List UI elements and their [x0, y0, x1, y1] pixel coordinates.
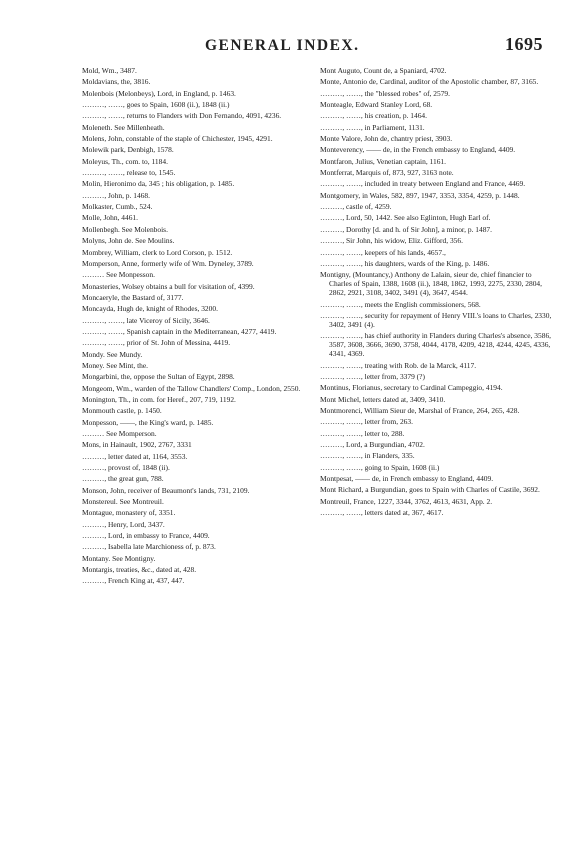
index-entry: Montany. See Montigny.	[82, 553, 156, 563]
index-entry: Montgomery, in Wales, 582, 897, 1947, 3353, 3354, 4259, p. 1448.	[320, 190, 520, 200]
index-entry: ………, ……, his creation, p. 1464.	[320, 111, 428, 121]
index-entry: ………, John, p. 1468.	[82, 190, 150, 200]
index-entry: ………, ……, release to, 1545.	[82, 168, 176, 178]
index-entry: Montferrat, Marquis of, 873, 927, 3163 note.	[320, 168, 454, 178]
page-header	[80, 34, 545, 59]
index-entry: Moldavians, the, 3816.	[82, 77, 151, 87]
index-entry: ………, provost of, 1848 (ii).	[82, 463, 170, 473]
index-entry: Monte, Antonio de, Cardinal, auditor of the Apostolic chamber, 87, 3165.	[320, 77, 539, 87]
index-entry: ………, ……, letter to, 288.	[320, 428, 405, 438]
index-entry: Molenbois (Melonbeys), Lord, in England, p. 1463.	[82, 88, 236, 98]
index-entry: Money. See Mint, the.	[82, 360, 149, 370]
index-entry: Monteverency, —— de, in the French embassy to England, 4409.	[320, 145, 516, 155]
index-entry: ………, Isabella late Marchioness of, p. 873.	[82, 542, 216, 552]
index-entry: ………, ……, treating with Rob. de la Marck, 4117.	[320, 360, 477, 370]
index-entry: ………, ……, returns to Flanders with Don Fernando, 4091, 4236.	[82, 111, 282, 121]
index-entry: ………, ……, prior of St. John of Messina, 4419.	[82, 338, 231, 348]
index-entry: ………, ……, in Parliament, 1131.	[320, 122, 425, 132]
index-entry: ……… See Momperson.	[82, 429, 157, 438]
index-entry: ………, ……, in Flanders, 335.	[320, 451, 415, 461]
index-entry: Momperson, Anne, formerly wife of Wm. Dyneley, 3789.	[82, 258, 254, 268]
index-entry: ………, ……, going to Spain, 1608 (ii.)	[320, 462, 440, 472]
index-entry: ………, ……, the "blessed robes" of, 2579.	[320, 88, 451, 98]
index-column-right	[320, 66, 552, 519]
index-entry: Molkaster, Cumb., 524.	[82, 202, 153, 212]
page-number: 1695	[505, 34, 543, 54]
index-entry: Mondy. See Mundy.	[82, 349, 143, 359]
index-entry: Montague, monastery of, 3351.	[82, 508, 176, 518]
index-entry: ………, Lord, in embassy to France, 4409.	[82, 531, 210, 541]
index-entry: Mongeom, Wm., warden of the Tallow Chandlers' Comp., London, 2550.	[82, 383, 301, 393]
index-entry: ………, letter dated at, 1164, 3553.	[82, 451, 188, 461]
index-entry: ………, ……, Spanish captain in the Mediterranean, 4277, 4419.	[82, 326, 277, 336]
index-entry: Mollenbegh. See Molenbois.	[82, 224, 168, 234]
index-entry: ……… See Monpesson.	[82, 270, 155, 280]
index-entry: Moleneth. See Millenheath.	[82, 122, 165, 132]
index-entry: Monson, John, receiver of Beaumont's lands, 731, 2109.	[82, 485, 250, 495]
index-entry: Moncayda, Hugh de, knight of Rhodes, 3200.	[82, 304, 218, 314]
index-entry: Monstereul. See Montreuil.	[82, 497, 164, 507]
index-entry: ………, ……, late Viceroy of Sicily, 3646.	[82, 315, 210, 325]
index-entry: ………, Lord, 50, 1442. See also Eglinton, Hugh Earl of.	[320, 213, 491, 223]
index-entry: ………, ……, included in treaty between England and France, 4469.	[320, 179, 526, 189]
index-entry: ………, ……, has chief authority in Flanders during Charles's absence, 3586, 3587, 3608, 3666, 3690, 3758, 4044, 4178, 4209, 4218, 4244, 4245, 4336, 4341, 4369.	[320, 331, 552, 359]
index-entry: ………, ……, keepers of his lands, 4657.,	[320, 247, 446, 257]
index-entry: Montreuil, France, 1227, 3344, 3762, 4613, 4631, App. 2.	[320, 496, 493, 506]
index-entry: Molle, John, 4461.	[82, 213, 138, 223]
page-title: GENERAL INDEX.	[205, 37, 360, 54]
index-entry: Molewik park, Denbigh, 1578.	[82, 145, 174, 155]
index-entry: Molyns, John de. See Moulins.	[82, 236, 175, 246]
index-entry: ………, Lord, a Burgundian, 4702.	[320, 439, 425, 449]
index-entry: ………, Sir John, his widow, Eliz. Gifford, 356.	[320, 236, 463, 246]
index-entry: Moncaeryle, the Bastard of, 3177.	[82, 292, 184, 302]
index-entry: ………, French King at, 437, 447.	[82, 576, 185, 586]
index-entry: Mold, Wm., 3487.	[82, 66, 137, 75]
index-column-left	[82, 66, 316, 588]
index-entry: Montpesat, —— de, in French embassy to England, 4409.	[320, 474, 494, 483]
index-entry: Moleyus, Th., com. to, 1184.	[82, 156, 168, 166]
index-entry: Monmouth castle, p. 1450.	[82, 406, 162, 416]
index-entry: Monpesson, ——, the King's ward, p. 1485.	[82, 417, 214, 427]
index-entry: ………, ……, his daughters, wards of the King, p. 1486.	[320, 258, 490, 268]
index-entry: Mont Auguto, Count de, a Spaniard, 4702.	[320, 66, 447, 75]
index-entry: Montfaron, Julius, Venetian captain, 1161.	[320, 156, 446, 166]
index-entry: ………, castle of, 4259.	[320, 202, 392, 212]
index-entry: ………, the great gun, 788.	[82, 474, 164, 484]
index-entry: ………, ……, meets the English commissioners, 568.	[320, 299, 481, 309]
index-entry: ………, ……, goes to Spain, 1608 (ii.), 1848 (ii.)	[82, 100, 230, 110]
index-entry: ………, ……, security for repayment of Henry VIII.'s loans to Charles, 2330, 3402, 3491 (4).	[320, 310, 552, 329]
index-entry: Mombrey, William, clerk to Lord Corson, p. 1512.	[82, 247, 233, 257]
index-entry: Mongarbini, the, oppose the Sultan of Egypt, 2898.	[82, 372, 235, 382]
index-entry: ………, Henry, Lord, 3437.	[82, 519, 165, 529]
index-entry: Mons, in Hainault, 1902, 2767, 3331	[82, 440, 192, 450]
index-entry: ………, ……, letters dated at, 367, 4617.	[320, 508, 444, 518]
index-entry: Monteagle, Edward Stanley Lord, 68.	[320, 100, 433, 110]
index-entry: Montmorenci, William Sieur de, Marshal of France, 264, 265, 428.	[320, 405, 520, 415]
index-entry: Montinus, Florianus, secretary to Cardinal Campeggio, 4194.	[320, 383, 503, 393]
index-entry: Molin, Hieronimo da, 345 ; his obligation, p. 1485.	[82, 179, 235, 189]
index-entry: ………, ……, letter from, 3379 (?)	[320, 371, 425, 381]
index-entry: Molens, John, constable of the staple of Chichester, 1945, 4291.	[82, 134, 273, 144]
index-entry: ………, ……, letter from, 263.	[320, 417, 413, 427]
index-entry: Mont Richard, a Burgundian, goes to Spain with Charles of Castile, 3692.	[320, 485, 540, 495]
index-entry: Monington, Th., in com. for Heref., 207, 719, 1192.	[82, 394, 236, 404]
index-entry: ………, Dorothy [d. and h. of Sir John], a minor, p. 1487.	[320, 224, 492, 234]
index-entry: Monte Valore, John de, chantry priest, 3903.	[320, 134, 453, 144]
index-entry: Monasteries, Wolsey obtains a bull for visitation of, 4399.	[82, 281, 255, 291]
index-entry: Mont Michel, letters dated at, 3409, 3410.	[320, 394, 446, 404]
index-entry: Montigny, (Mountancy,) Anthony de Lalain, sieur de, chief financier to Charles of Spain, 1388, 1608 (ii.), 1848, 1862, 1993, 2275, 2330, 2804, 2862, 2921, 3108, 3402, 3491 (4), 3647, 4544.	[320, 270, 542, 298]
index-entry: Montargis, treaties, &c., dated at, 428.	[82, 565, 197, 575]
